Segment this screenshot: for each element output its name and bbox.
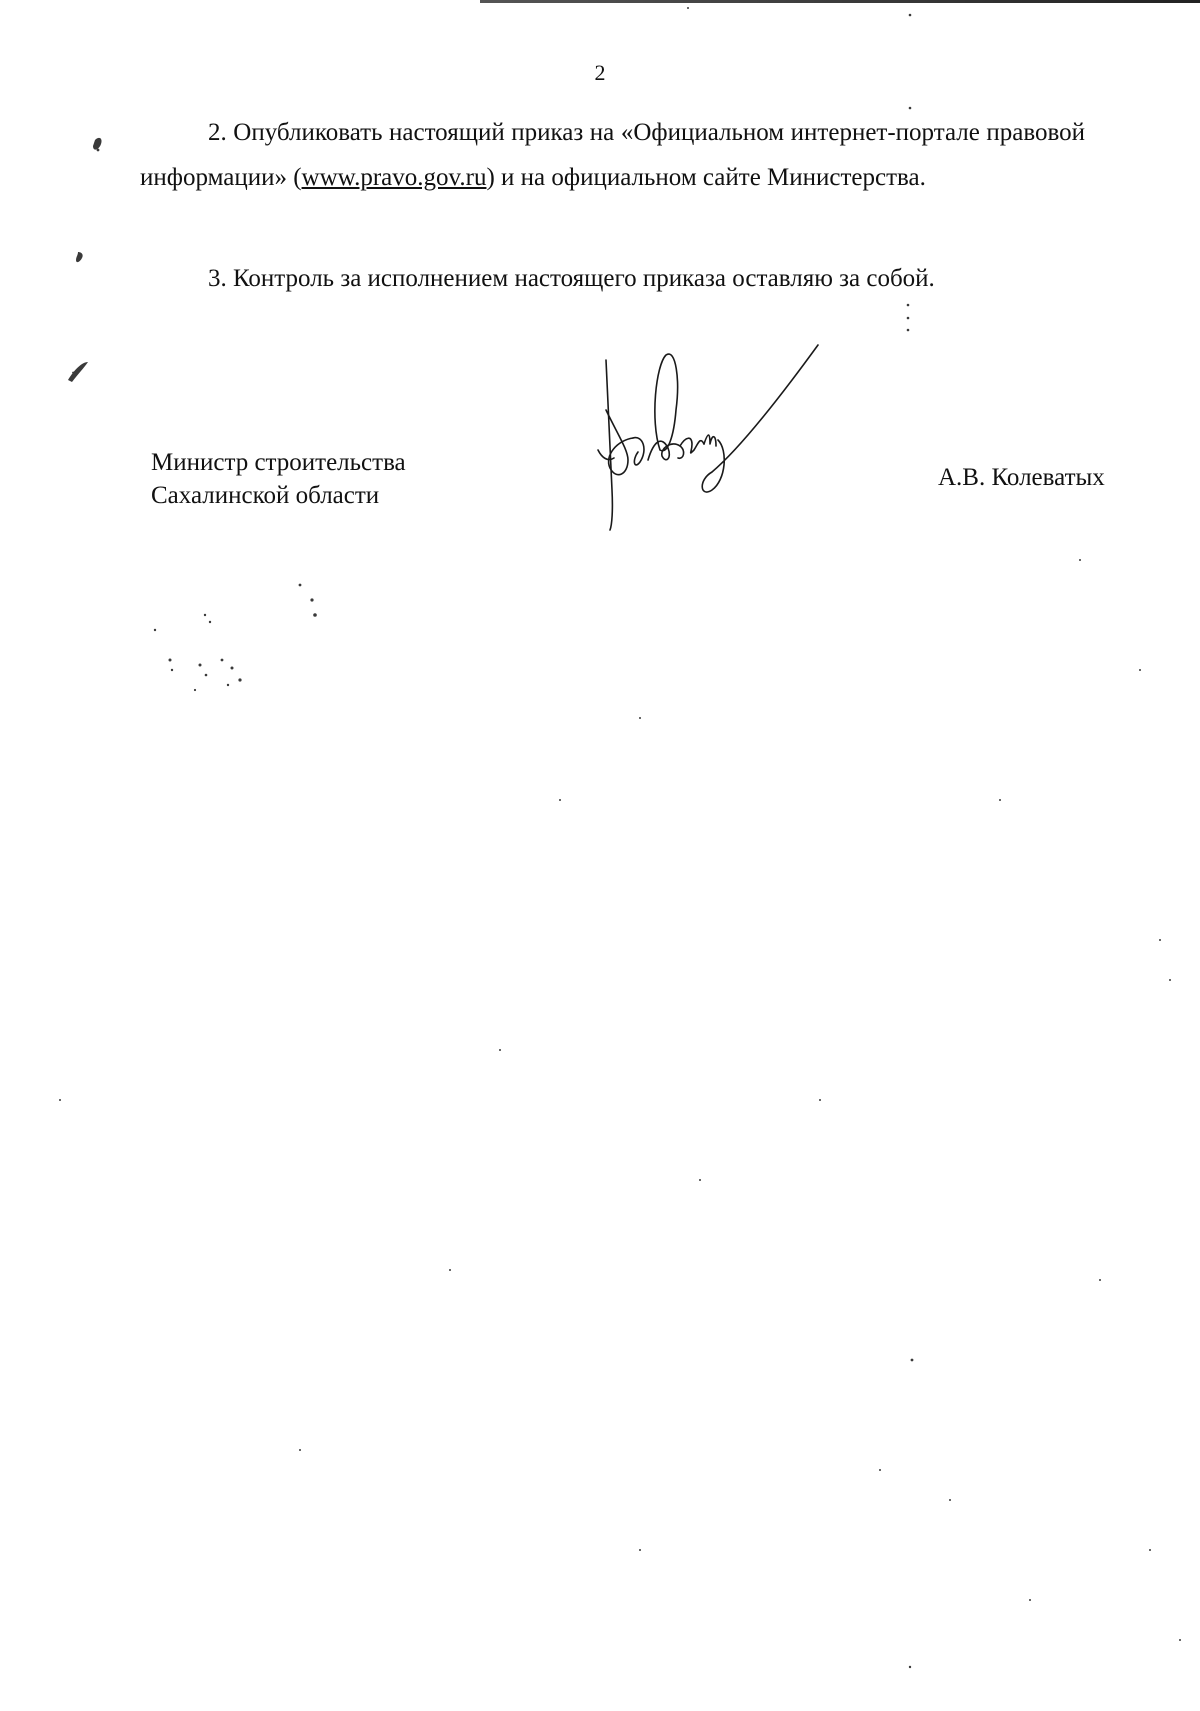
signer-title-line-1: Министр строительства <box>151 449 406 476</box>
pravo-gov-link[interactable]: www.pravo.gov.ru <box>301 164 487 191</box>
signer-name: А.В. Колеватых <box>938 464 1105 491</box>
paragraph-3: 3. Контроль за исполнением настоящего приказа оставляю за собой. <box>208 265 935 292</box>
handwritten-signature <box>588 340 848 540</box>
paragraph-2-text-start: 2. Опубликовать настоящий приказ на «Официальном интернет-портале правовой информации» ( <box>140 119 1085 191</box>
paragraph-2-text-end: ) и на официальном сайте Министерства. <box>486 164 926 191</box>
paragraph-2 <box>140 110 1085 200</box>
signer-title <box>151 446 511 512</box>
signer-title-line-2: Сахалинской области <box>151 482 380 509</box>
scan-top-edge <box>0 0 1200 3</box>
page-number: 2 <box>594 60 606 85</box>
